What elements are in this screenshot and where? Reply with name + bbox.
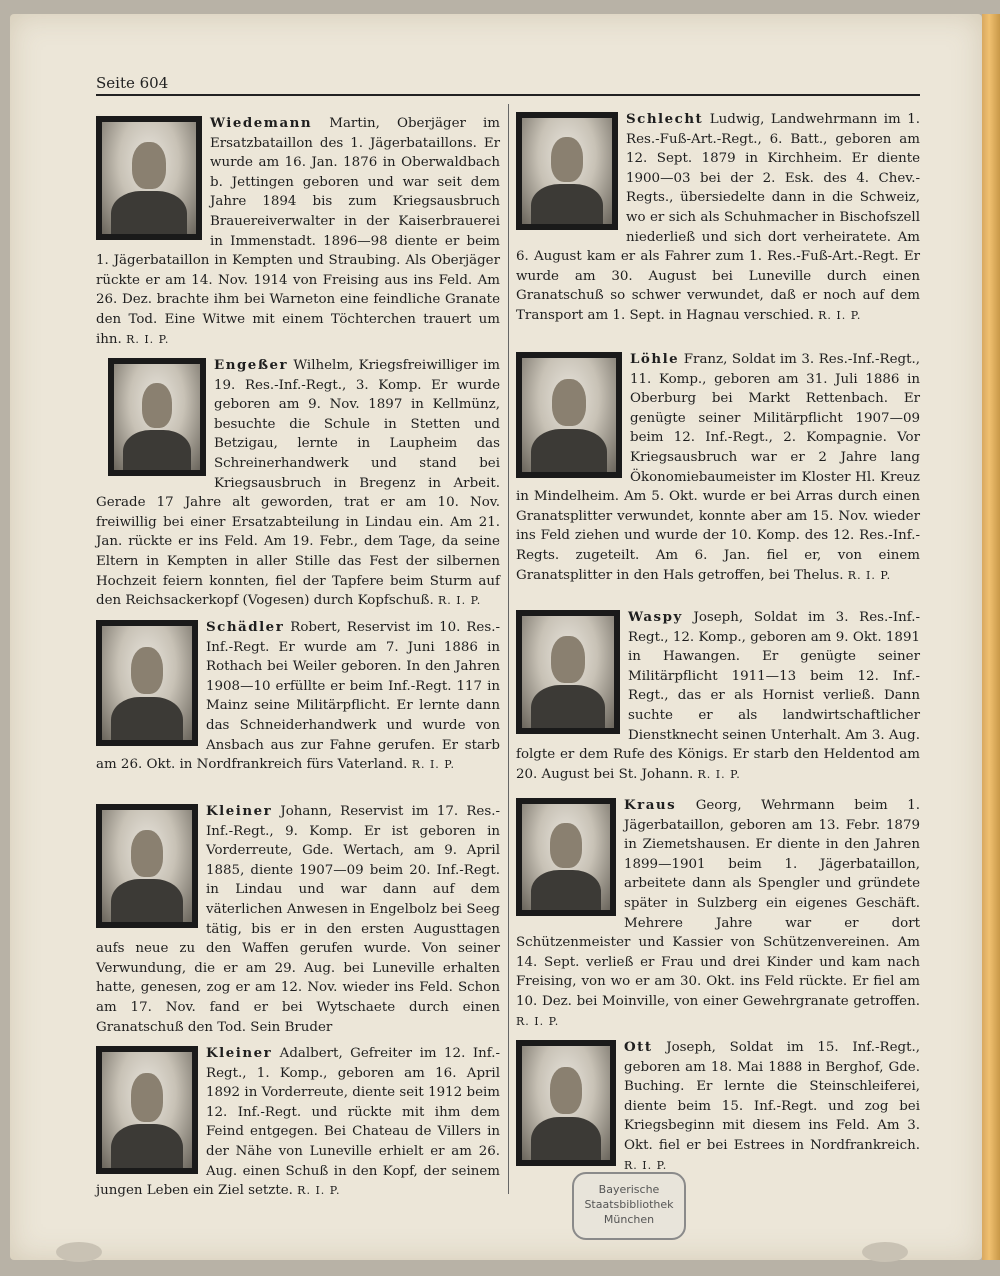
portrait-photo — [96, 804, 198, 928]
rip-mark: R. I. P. — [126, 332, 170, 346]
obituary-entry — [516, 110, 920, 326]
portrait-photo — [516, 610, 620, 734]
rip-mark: R. I. P. — [624, 1158, 668, 1172]
punch-hole — [862, 1242, 908, 1262]
portrait-photo — [516, 112, 618, 230]
obituary-entry — [96, 1044, 500, 1201]
obituary-name: Schlecht — [626, 111, 704, 127]
obituary-name: Kraus — [624, 797, 677, 813]
rip-mark: R. I. P. — [516, 1014, 560, 1028]
header-rule — [96, 94, 920, 96]
obituary-name: Wiedemann — [210, 115, 313, 131]
obituary-name: Schädler — [206, 619, 285, 635]
portrait-photo — [516, 352, 622, 478]
library-stamp — [572, 1172, 686, 1240]
obituary-name: Kleiner — [206, 1045, 273, 1061]
obituary-entry — [96, 114, 500, 349]
obituary-name: Engeßer — [214, 357, 289, 373]
obituary-entry — [516, 350, 920, 585]
rip-mark: R. I. P. — [697, 767, 741, 781]
obituary-text: Joseph, Soldat im 3. Res.-Inf.-Regt., 12. Komp., geboren am 9. Okt. 1891 in Hawangen. Er genügte seiner Militärpflicht 1911—13 beim 12. Inf.-Regt., das er als Hornist verließ. Dann suchte er als landwirtschaftlicher Dienstknecht seinen Unterhalt. Am 3. Aug. folgte er dem Rufe des Königs. Er starb den Heldentod am 20. August bei St. Johann. — [516, 610, 921, 782]
obituary-entry — [516, 608, 920, 784]
obituary-name: Waspy — [628, 609, 683, 625]
obituary-name: Löhle — [630, 351, 680, 367]
obituary-text: Ludwig, Landwehrmann im 1. Res.-Fuß-Art.-Regt., 6. Batt., geboren am 12. Sept. 1879 in Kirchheim. Er diente 1900—03 bei der 2. Esk. des 4. Chev.-Regts., übersiedelte dann in die Schweiz, wo er sich als Schuhmacher in Bischofszell niederließ und sich dort verheiratete. Am 6. August kam er als Fahrer zum 1. Res.-Fuß-Art.-Regt. Er wurde am 30. August bei Luneville durch einen Granatschuß so schwer verwundet, daß er noch auf dem Transport am 1. Sept. in Hagnau verschied. — [516, 112, 920, 323]
obituary-text: Adalbert, Gefreiter im 12. Inf.-Regt., 1. Komp., geboren am 16. April 1892 in Vorderreute, diente seit 1912 beim 12. Inf.-Regt. und rückte mit ihm dem Feind entgegen. Bei Chateau de Villers in der Nähe von Luneville erhielt er am 26. Aug. einen Schuß in den Kopf, der seinem jungen Leben ein Ziel setzte. — [96, 1046, 500, 1199]
rip-mark: R. I. P. — [847, 568, 892, 582]
obituary-entry — [96, 802, 500, 1037]
obituary-text: Georg, Wehrmann beim 1. Jägerbataillon, geboren am 13. Febr. 1879 in Ziemetshausen. Er diente in den Jahren 1899—1901 beim 1. Jägerbataillon, arbeitete dann als Spengler und gründete später in Sulzberg ein eigenes Geschäft. Mehrere Jahre war er dort Schützenmeister und Kassier von Schützenvereinen. Am 14. Sept. verließ er Frau und drei Kinder und kam nach Freising, von wo er am 30. Okt. ins Feld rückte. Er fiel am 10. Dez. bei Moinville, von einer Gewehrgranate getroffen. — [516, 798, 920, 1009]
portrait-photo — [516, 798, 616, 916]
obituary-text: Joseph, Soldat im 15. Inf.-Regt., geboren am 18. Mai 1888 in Berghof, Gde. Buching. Er lernte die Steinschleiferei, diente beim 15. Inf.-Regt. und zog bei Kriegsbeginn mit diesem ins Feld. Am 3. Okt. fiel er bei Estrees in Nordfrankreich. — [624, 1040, 920, 1153]
obituary-entry — [516, 796, 920, 1031]
obituary-text: Franz, Soldat im 3. Res.-Inf.-Regt., 11. Komp., geboren am 31. Juli 1886 in Oberburg bei Markt Rettenbach. Er genügte seiner Militärpflicht 1907—09 beim 12. Inf.-Regt., 2. Kompagnie. Vor Kriegsausbruch war er 2 Jahre lang Ökonomiebaumeister im Kloster Hl. Kreuz in Mindelheim. Am 5. Okt. wurde er bei Arras durch einen Granatsplitter verwundet, konnte aber am 15. Nov. wieder ins Feld ziehen und wurde der 10. Komp. des 12. Res.-Inf.-Regts. zugeteilt. Am 6. Jan. fiel er, von einem Granatsplitter in den Hals getroffen, bei Thelus. — [516, 352, 921, 583]
rip-mark: R. I. P. — [297, 1184, 341, 1198]
punch-hole — [56, 1242, 102, 1262]
obituary-text: Martin, Oberjäger im Ersatzbataillon des 1. Jägerbataillons. Er wurde am 16. Jan. 1876 in Oberwaldbach b. Jettingen geboren und war seit dem Jahre 1894 bis zum Kriegsausbruch Brauereiverwalter in der Kaiserbrauerei in Immenstadt. 1896—98 diente er beim 1. Jägerbataillon in Kempten und Straubing. Als Oberjäger rückte er am 14. Nov. 1914 von Freising aus ins Feld. Am 26. Dez. brachte ihm bei Warneton eine feindliche Granate den Tod. Eine Witwe mit einem Töchterchen trauert um ihn. — [96, 116, 500, 347]
column-divider — [508, 104, 509, 1194]
portrait-photo — [96, 116, 202, 240]
obituary-entry — [96, 356, 500, 611]
obituary-text: Robert, Reservist im 10. Res.-Inf.-Regt. Er wurde am 7. Juni 1886 in Rothach bei Weiler geboren. In den Jahren 1908—10 erfüllte er beim Inf.-Regt. 117 in Mainz seine Militärpflicht. Er lernte dann das Schneiderhandwerk und wurde von Ansbach aus zur Fahne gerufen. Er starb am 26. Okt. in Nordfrankreich fürs Vaterland. — [96, 620, 500, 773]
portrait-photo — [96, 1046, 198, 1174]
portrait-photo — [108, 358, 206, 476]
obituary-name: Kleiner — [206, 803, 273, 819]
portrait-photo — [96, 620, 198, 746]
obituary-name: Ott — [624, 1039, 653, 1055]
obituary-entry — [516, 1038, 920, 1175]
page-number: Seite 604 — [96, 74, 169, 92]
stamp-line: München — [603, 1213, 655, 1226]
rip-mark: R. I. P. — [411, 758, 455, 772]
obituary-text: Johann, Reservist im 17. Res.-Inf.-Regt., 9. Komp. Er ist geboren in Vorderreute, Gde. Wertach, am 9. April 1885, diente 1907—09 beim 20. Inf.-Regt. in Lindau und war dann auf dem väterlichen Anwesen in Engelbolz bei Seeg tätig, bis er in den ersten Augusttagen aufs neue zu den Waffen gerufen wurde. Von seiner Verwundung, die er am 29. Aug. bei Luneville erhalten hatte, genesen, zog er am 12. Nov. wieder ins Feld. Schon am 17. Nov. fand er bei Wytschaete durch einen Granatschuß den Tod. Sein Bruder — [96, 804, 500, 1035]
obituary-entry — [96, 618, 500, 775]
page-header — [96, 74, 920, 96]
portrait-photo — [516, 1040, 616, 1166]
stamp-line: Bayerische — [598, 1183, 660, 1196]
stamp-line: Staatsbibliothek — [584, 1198, 674, 1211]
obituary-text: Wilhelm, Kriegsfreiwilliger im 19. Res.-Inf.-Regt., 3. Komp. Er wurde geboren am 9. Nov. 1897 in Kellmünz, besuchte die Schule in Stetten und Betzigau, lernte in Laupheim das Schreinerhandwerk und stand bei Kriegsausbruch in Bregenz in Arbeit. Gerade 17 Jahre alt geworden, trat er am 10. Nov. freiwillig bei einer Ersatzabteilung in Lindau ein. Am 21. Jan. rückte er ins Feld. Am 19. Febr., dem Tage, da seine Eltern in Kempten in aller Stille das Fest der silbernen Hochzeit feiern konnten, fiel der Tapfere beim Sturm auf den Reichsackerkopf (Vogesen) durch Kopfschuß. — [96, 358, 501, 609]
rip-mark: R. I. P. — [437, 594, 482, 608]
page-edge — [982, 14, 1000, 1260]
rip-mark: R. I. P. — [818, 308, 862, 322]
